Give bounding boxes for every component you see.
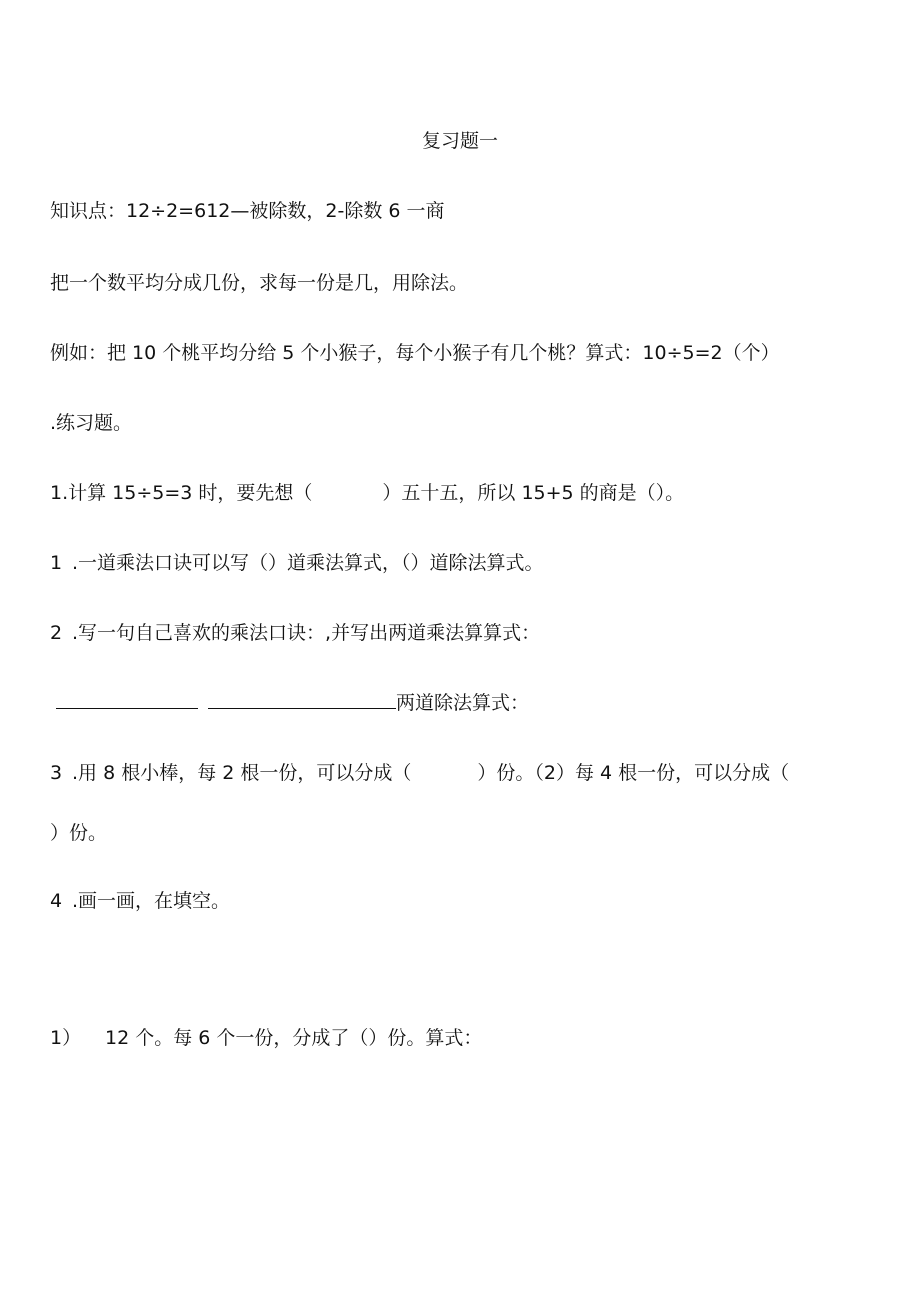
question-2-number: 1 xyxy=(50,552,63,574)
question-4 xyxy=(50,760,789,786)
question-3 xyxy=(50,620,540,646)
question-1-part1: 1.计算 15÷5=3 时，要先想（ xyxy=(50,482,313,504)
example-text: 例如：把 10 个桃平均分给 5 个小猴子，每个小猴子有几个桃？算式：10÷5=2（个） xyxy=(50,342,780,364)
question-4-part1: .用 8 根小棒，每 2 根一份，可以分成（ xyxy=(72,762,412,784)
question-5-number: 4 xyxy=(50,890,63,912)
question-3-number: 2 xyxy=(50,622,63,644)
question-2-text: .一道乘法口诀可以写（）道乘法算式，（）道除法算式。 xyxy=(72,552,544,574)
answer-blank-2[interactable] xyxy=(208,690,396,709)
section-heading: .练习题。 xyxy=(50,412,133,434)
division-rule: 把一个数平均分成几份，求每一份是几，用除法。 xyxy=(50,272,469,294)
question-1-part2: ）五十五，所以 15+5 的商是（）。 xyxy=(382,482,685,504)
subquestion-1-number: 1） xyxy=(50,1027,82,1049)
question-4-continued: ）份。 xyxy=(50,822,108,844)
knowledge-point: 知识点：12÷2=612—被除数，2-除数 6 一商 xyxy=(50,200,445,222)
question-4-number: 3 xyxy=(50,762,63,784)
question-3-answer-line xyxy=(56,690,529,716)
subquestion-1 xyxy=(50,1025,482,1051)
question-1 xyxy=(50,480,684,506)
subquestion-1-text: 12 个。每 6 个一份，分成了（）份。算式： xyxy=(105,1027,483,1049)
page-title: 复习题一 xyxy=(421,130,498,152)
answer-blank-1[interactable] xyxy=(56,690,198,709)
question-2 xyxy=(50,550,544,576)
question-5 xyxy=(50,888,230,914)
question-4-part2: ）份。（2）每 4 根一份，可以分成（ xyxy=(477,762,790,784)
question-5-text: .画一画，在填空。 xyxy=(72,890,231,912)
question-3-text: .写一句自己喜欢的乘法口诀：,并写出两道乘法算算式： xyxy=(72,622,541,644)
question-3-tail: 两道除法算式： xyxy=(396,692,530,714)
